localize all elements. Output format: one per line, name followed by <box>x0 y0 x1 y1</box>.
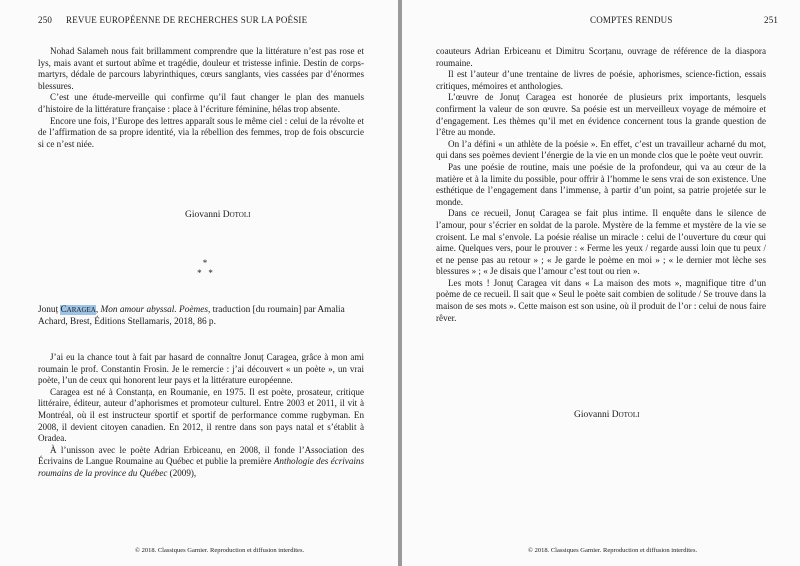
intro-text <box>38 46 364 150</box>
section-separator <box>180 258 230 278</box>
signature-last-name: Dotoli <box>611 410 640 420</box>
left-signature <box>185 210 250 220</box>
separator-stars-bottom: * * <box>197 268 213 278</box>
left-page <box>0 0 398 566</box>
signature-last-name: Dotoli <box>222 210 251 220</box>
review-continued-text <box>436 46 766 324</box>
right-running-head: COMPTES RENDUS <box>590 15 673 25</box>
separator-star-top: * <box>202 258 208 268</box>
right-signature <box>574 410 639 420</box>
review-paragraph: Pas une poésie de routine, mais une poésie de la profondeur, qui va au cœur de la matière et à la limite du possible, pour offrir à l’homme le sens vrai de son existence. Une esthétique de l’engagement dans l’immense, à partir d’un point, sa patrie projetée sur le monde. <box>436 161 766 207</box>
book-reference <box>38 304 368 328</box>
left-running-head: REVUE EUROPÉENNE DE RECHERCHES SUR LA POÉSIE <box>66 15 308 25</box>
signature-first-name: Giovanni <box>574 410 612 420</box>
intro-paragraph: Encore une fois, l’Europe des lettres apparaît sous le même ciel : celui de la révolte et de l’affirmation de sa propre identité, via la rébellion des femmes, trop de fois obscurcie si ce n’est niée. <box>38 115 364 149</box>
right-page <box>402 0 800 566</box>
ref-author-last-selected[interactable]: Caragea <box>60 305 96 315</box>
review-paragraph: Dans ce recueil, Jonuț Caragea se fait plus intime. Il enquête dans le silence de l’amour, pour s’écrier en soldat de la parole. Mystère de la femme et mystère de la vie se croisent. Le mal s’envole. La poésie réalise un miracle : celui de l’ouverture du cœur qui aime. Quelques vers, pour le prouver : « Ferme les yeux / regarde aussi loin que tu peux / et ne pense pas au retour » ; « Je garde le poème en moi » ; « le dernier mot lèche ses blessures » ; « Je disais que l’amour c’est tout ou rien ». <box>436 208 766 277</box>
review-paragraph: Les mots ! Jonuț Caragea vit dans « La maison des mots », magnifique titre d’un poème de ce recueil. Il sait que « Seul le poète sait combien de solitude / Se trouve dans la maison de ses mots ». Cette maison est son usine, où il produit de l’or : celui de nous faire rêver. <box>436 277 766 323</box>
ref-title: Mon amour abyssal. Poèmes <box>100 305 208 315</box>
review-paragraph: J’ai eu la chance tout à fait par hasard de connaître Jonuț Caragea, grâce à mon ami roumain le prof. Constantin Frosin. Je le remercie : j’ai découvert « un poète », un vrai poète, l’un de ceux qui honorent leur pays et la littérature européenne. <box>38 352 364 386</box>
review-paragraph: Il est l’auteur d’une trentaine de livres de poésie, aphorismes, science-fiction, essais critiques, mémoires et anthologies. <box>436 69 766 91</box>
review-paragraph: On l’a défini « un athlète de la poésie ». En effet, c’est un travailleur acharné du mot, qui dans ses poèmes devient l’énergie de la vie en un monde clos que le poète veut ouvrir. <box>436 138 766 161</box>
left-footer: © 2018. Classiques Garnier. Reproduction et diffusion interdites. <box>135 547 305 554</box>
ref-separator: , <box>95 305 101 315</box>
review-paragraph: coauteurs Adrian Erbiceanu et Dimitru Scorțanu, ouvrage de référence de la diaspora roumaine. <box>436 46 766 68</box>
review-text <box>38 352 364 480</box>
anthology-title: Anthologie des écrivains roumains de la province du Québec <box>38 456 364 478</box>
intro-paragraph: Nohad Salameh nous fait brillamment comprendre que la littérature n’est pas rose et lys, mais avant et surtout abîme et tragédie, douleur et tristesse infinie. Destin de corps-martyrs, dédale de parcours labyrinthiques, cœurs sanglants, vies cassées par d’énormes blessures. <box>38 46 364 91</box>
review-paragraph <box>38 445 364 480</box>
left-page-number: 250 <box>38 15 53 25</box>
review-paragraph-end: (2009), <box>167 467 197 478</box>
review-paragraph: Caragea est né à Constanța, en Roumanie, en 1975. Il est poète, prosateur, critique littéraire, éditeur, auteur d’aphorismes et promoteur culturel. Entre 2003 et 2011, il vit à Montréal, où il est instructeur sportif et sportif de performance comme rugbyman. En 2008, il devient citoyen canadien. En 2012, il rentre dans son pays natal et s’établit à Oradea. <box>38 386 364 444</box>
right-footer: © 2018. Classiques Garnier. Reproduction et diffusion interdites. <box>528 547 698 554</box>
signature-first-name: Giovanni <box>185 210 223 220</box>
review-paragraph-start: À l’unisson avec le poète Adrian Erbiceanu, en 2008, il fonde l’Association des Écrivains de Langue Roumaine au Québec et publie la première <box>38 444 364 467</box>
ref-author-first: Jonuț <box>38 305 61 315</box>
right-page-number: 251 <box>764 15 779 25</box>
intro-paragraph: C’est une étude-merveille qui confirme qu’il faut changer le plan des manuels d’histoire de la littérature française : place à l’écriture féminine, hélas trop absente. <box>38 92 364 114</box>
ref-details: , traduction [du roumain] par Amalia Achard, Brest, Éditions Stellamaris, 2018, 86 p. <box>38 305 345 327</box>
review-paragraph: L’œuvre de Jonuț Caragea est honorée de plusieurs prix importants, lesquels confirment la valeur de son œuvre. Sa poésie est un merveilleux voyage de mémoire et d’engagement. Les thèmes qu’il met en évidence concernent tous la grande question de l’être au monde. <box>436 92 766 138</box>
